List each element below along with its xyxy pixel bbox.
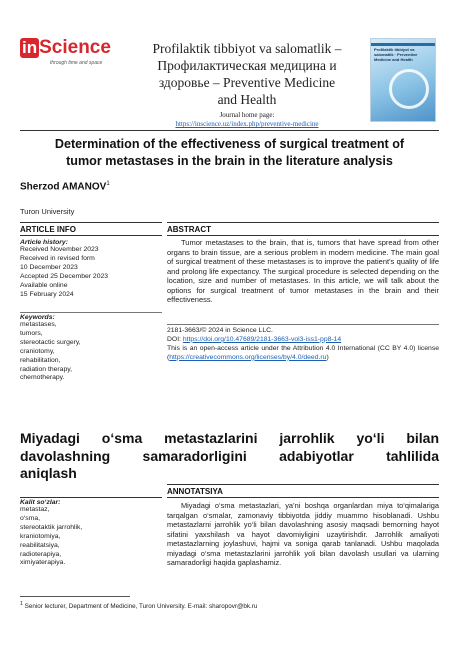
- doi-label: DOI:: [167, 335, 181, 343]
- abstract-rule-top: [167, 222, 439, 223]
- keyword: chemotherapy.: [20, 374, 65, 382]
- footnote-mark: 1: [20, 601, 23, 607]
- uz-keyword: metastaz,: [20, 506, 50, 513]
- footnote-text: Senior lecturer, Department of Medicine, Turon University. E-mail: sharopovr@bk.ru: [24, 603, 258, 611]
- keywords-label: Keywords:: [20, 314, 55, 321]
- history-line: 10 December 2023: [20, 263, 78, 271]
- footnote: [20, 601, 257, 610]
- header-divider: [20, 130, 439, 131]
- history-line: Received November 2023: [20, 246, 99, 253]
- uz-keyword: stereotaktik jarrohlik,: [20, 523, 83, 531]
- license-close: ): [326, 353, 329, 361]
- article-history-label: Article history:: [20, 239, 68, 246]
- cover-title: Profilaktik tibbiyot va salomatlik · Preventive Medicine and Health: [374, 47, 418, 62]
- uzbek-title: [20, 430, 439, 483]
- author-name-text: Sherzod AMANOV: [20, 181, 107, 193]
- journal-title: [138, 40, 356, 108]
- abstract-rule-bottom: [167, 235, 439, 236]
- license-text: This is an open-access article under the Attribution 4.0 International (CC BY 4.0) license (: [167, 344, 439, 361]
- article-title-line: Determination of the effectiveness of surgical treatment of: [54, 137, 405, 151]
- uz-keywords-block: [20, 499, 162, 568]
- annotatsiya-body: Miyadagi o‘sma metastazlari, ya’ni boshqa organlardan miya to‘qimalariga tarqalgan o‘smalar, zamonaviy tibbiyotda jiddiy muammo hisoblanadi. Ushbu metastazlarni jarrohlik yo‘li bilan davolashning asosiy maqsadi bemorning hayot sifatini yaxshilash va hayot davomiyligini uzaytirishdir. Jarrohlik amaliyoti metastazlarning joylashuvi, hajmi va soniga qarab tanlanadi. Ushbu maqolada miyadagi o‘sma metastazlarini jarrohlik yoli bilan davolash usullari va ularning samaradorligi haqida gaplashamiz.: [167, 501, 439, 567]
- history-line: Accepted 25 December 2023: [20, 272, 109, 280]
- uz-keyword: ximiyaterapiya.: [20, 559, 66, 567]
- article-info-rule-bottom: [20, 235, 162, 236]
- journal-homepage-label: Journal home page:: [219, 111, 275, 119]
- uzbek-title-line: davolashning samaradorligini adabiyotlar tahlilida: [20, 447, 439, 464]
- journal-homepage-link[interactable]: https://inscience.uz/index.php/preventive-medicine: [175, 120, 319, 128]
- journal-title-line: здоровье – Preventive Medicine: [158, 75, 336, 90]
- article-title: [20, 136, 439, 170]
- keywords-block: [20, 314, 162, 383]
- article-history: [20, 239, 162, 299]
- uz-keywords-rule: [20, 497, 162, 498]
- abstract-rule-meta: [167, 324, 439, 325]
- uzbek-title-line: Miyadagi o‘sma metastazlarini jarrohlik yo‘li bilan: [20, 430, 439, 446]
- history-line: Available online: [20, 281, 68, 289]
- journal-homepage: [138, 111, 356, 129]
- journal-title-line: Profilaktik tibbiyot va salomatlik –: [152, 41, 342, 56]
- history-line: Received in revised form: [20, 254, 95, 262]
- keyword: radiation therapy,: [20, 365, 73, 373]
- logo-in-mark: in: [22, 38, 38, 57]
- article-info-heading: ARTICLE INFO: [20, 225, 76, 234]
- annotatsiya-rule-bottom: [167, 497, 439, 498]
- keyword: metastases,: [20, 321, 57, 328]
- logo-science-text: Science: [39, 37, 111, 58]
- article-title-line: tumor metastases in the brain in the literature analysis: [66, 154, 393, 168]
- article-info-rule-top: [20, 222, 162, 223]
- footnote-rule: [20, 596, 130, 597]
- abstract-body: Tumor metastases to the brain, that is, tumors that have spread from other organs to brain tissue, are a serious problem in modern medicine. The main goal of surgical treatment of these metastases is to improve the patient's quality of life and prolong life expectancy. The surgical procedure is selected depending on the location, size and number of metastases. In this article, we will talk about the options for surgical treatment of tumor metastases in the brain and their effectiveness.: [167, 238, 439, 304]
- annotatsiya-heading: ANNOTATSIYA: [167, 487, 223, 496]
- author-footnote-mark: 1: [106, 181, 110, 187]
- author-affiliation: Turon University: [20, 207, 75, 216]
- uz-keywords-label: Kalit so‘zlar:: [20, 499, 61, 506]
- uzbek-title-line: aniqlash: [20, 465, 77, 481]
- journal-title-line: Профилактическая медицина и: [157, 58, 337, 73]
- keyword: tumors,: [20, 329, 43, 337]
- logo-tagline: through time and space: [50, 60, 103, 66]
- uz-keyword: reabilitatsiya,: [20, 541, 60, 549]
- journal-title-line: and Health: [217, 92, 277, 107]
- history-line: 15 February 2024: [20, 290, 74, 298]
- cover-top-bar: [371, 43, 435, 46]
- uz-keyword: o‘sma,: [20, 514, 41, 522]
- keyword: rehabilitation,: [20, 356, 61, 364]
- uz-keyword: kraniotomiya,: [20, 532, 61, 540]
- journal-cover-image: [370, 38, 436, 122]
- annotatsiya-rule-top: [167, 484, 439, 485]
- license-link[interactable]: https://creativecommons.org/licenses/by/4.0/deed.ru: [169, 353, 327, 361]
- uz-keyword: radioterapiya,: [20, 550, 62, 558]
- stethoscope-icon: [389, 69, 429, 109]
- abstract-meta: [167, 327, 439, 363]
- issn-line: 2181-3663/© 2024 in Science LLC.: [167, 327, 273, 334]
- author-name: [20, 181, 110, 192]
- doi-link[interactable]: https://doi.org/10.47689/2181-3663-vol3-iss1-pp8-14: [182, 335, 342, 343]
- keyword: craniotomy,: [20, 347, 55, 355]
- keywords-rule: [20, 312, 162, 313]
- publisher-logo: [20, 38, 112, 82]
- keyword: stereotactic surgery,: [20, 338, 81, 346]
- abstract-heading: ABSTRACT: [167, 225, 211, 234]
